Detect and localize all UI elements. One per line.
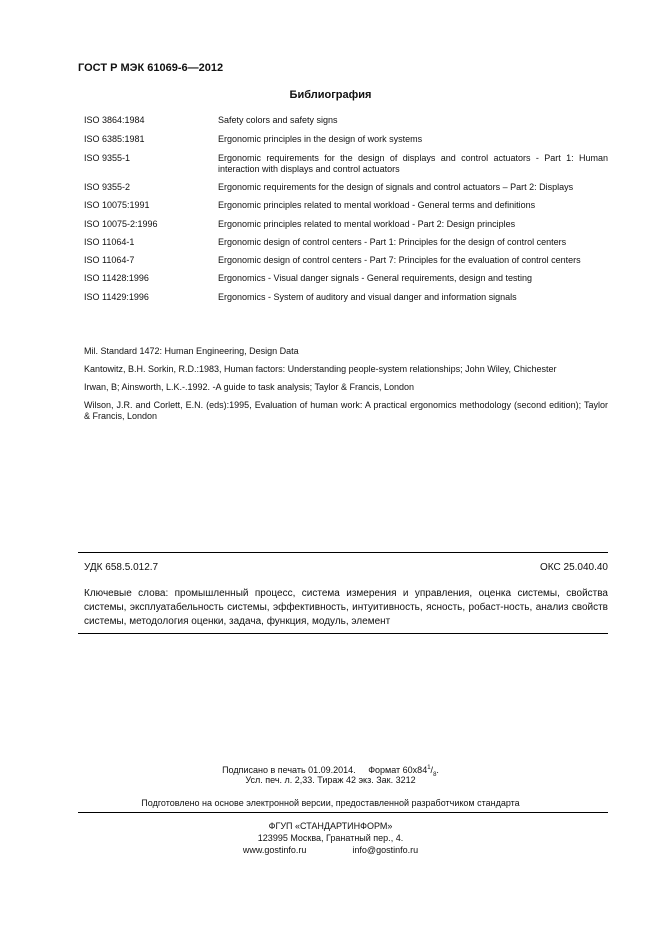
reference-code: ISO 3864:1984 (84, 115, 145, 125)
reference-code: ISO 10075-2:1996 (84, 219, 158, 229)
section-divider (78, 633, 608, 634)
reference-title: Ergonomic principles related to mental workload - Part 2: Design principles (218, 219, 516, 229)
print-info: Усл. печ. л. 2,33. Тираж 42 экз. Зак. 3212 (245, 775, 416, 785)
reference-title: Ergonomic design of control centers - Part 7: Principles for the evaluation of control centers (218, 255, 581, 265)
section-divider (78, 552, 608, 553)
oks-code: ОКС 25.040.40 (540, 562, 608, 573)
udk-code: УДК 658.5.012.7 (84, 562, 159, 573)
bibliography-title: Библиография (289, 89, 372, 101)
reference-row (84, 219, 608, 230)
reference-title: Ergonomic design of control centers - Part 1: Principles for the design of control centers (218, 237, 567, 247)
format-denominator: 8 (433, 771, 437, 778)
reference-code: ISO 11064-7 (84, 255, 135, 265)
reference-title: Ergonomic principles related to mental workload - General terms and definitions (218, 200, 536, 210)
reference-row (84, 134, 608, 145)
document-code: ГОСТ Р МЭК 61069-6—2012 (78, 62, 224, 74)
email-link[interactable]: info@gostinfo.ru (352, 845, 419, 855)
imprint-divider (78, 812, 608, 813)
format-end: . (436, 765, 439, 775)
reference-row (84, 273, 608, 284)
other-references-list (84, 346, 608, 422)
reference-item: Mil. Standard 1472: Human Engineering, Design Data (84, 346, 299, 356)
reference-title: Ergonomic principles in the design of work systems (218, 134, 423, 144)
reference-title: Ergonomics - System of auditory and visual danger and information signals (218, 292, 517, 302)
publisher-address: 123995 Москва, Гранатный пер., 4. (257, 833, 404, 843)
reference-code: ISO 11429:1996 (84, 292, 149, 302)
reference-title: Ergonomic requirements for the design of displays and control actuators - Part 1: Human interaction with displays and control actuators (218, 153, 608, 174)
reference-item: Irwan, B; Ainsworth, L.K.-.1992. -A guide to task analysis; Taylor & Francis, London (84, 382, 415, 392)
reference-row (84, 182, 608, 193)
reference-row (84, 237, 608, 248)
reference-item: Kantowitz, B.H. Sorkin, R.D.:1983, Human factors: Understanding people-system relationships; John Wiley, Chichester (84, 364, 557, 374)
reference-code: ISO 9355-1 (84, 153, 131, 163)
keywords-text: Ключевые слова: промышленный процесс, система измерения и управления, оценка системы, свойства системы, эксплуатабельность системы, эффективность, интуитивность, ясность, робаст-ность, анализ свойств системы, методология оценки, задача, функция, модуль, элемент (84, 588, 608, 627)
reference-code: ISO 11064-1 (84, 237, 135, 247)
reference-code: ISO 10075:1991 (84, 200, 150, 210)
reference-row (84, 292, 608, 303)
format-label: Формат 60х84 (368, 765, 428, 775)
standards-list (84, 115, 608, 303)
imprint-signed-line: Подписано в печать 01.09.2014. Формат $60х84^1/_8$. (222, 765, 439, 778)
reference-title: Ergonomics - Visual danger signals - General requirements, design and testing (218, 273, 533, 283)
reference-row (84, 115, 608, 126)
reference-code: ISO 9355-2 (84, 182, 131, 192)
reference-title: Safety colors and safety signs (218, 115, 338, 125)
reference-row (84, 200, 608, 211)
publisher-contacts (0, 844, 661, 856)
reference-row (84, 153, 608, 175)
reference-code: ISO 11428:1996 (84, 273, 149, 283)
publisher-name: ФГУП «СТАНДАРТИНФОРМ» (268, 821, 393, 831)
website-link[interactable]: www.gostinfo.ru (242, 845, 307, 855)
prepared-note: Подготовлено на основе электронной версии, предоставленной разработчиком стандарта (141, 798, 520, 808)
signed-date: Подписано в печать 01.09.2014. (222, 765, 356, 775)
reference-row (84, 255, 608, 266)
format-numerator: 1 (427, 765, 431, 771)
reference-title: Ergonomic requirements for the design of signals and control actuators – Part 2: Displays (218, 182, 574, 192)
reference-item: Wilson, J.R. and Corlett, E.N. (eds):1995, Evaluation of human work: A practical ergonomics methodology (second edition); Taylor & Francis, London (84, 400, 608, 421)
reference-code: ISO 6385:1981 (84, 134, 145, 144)
